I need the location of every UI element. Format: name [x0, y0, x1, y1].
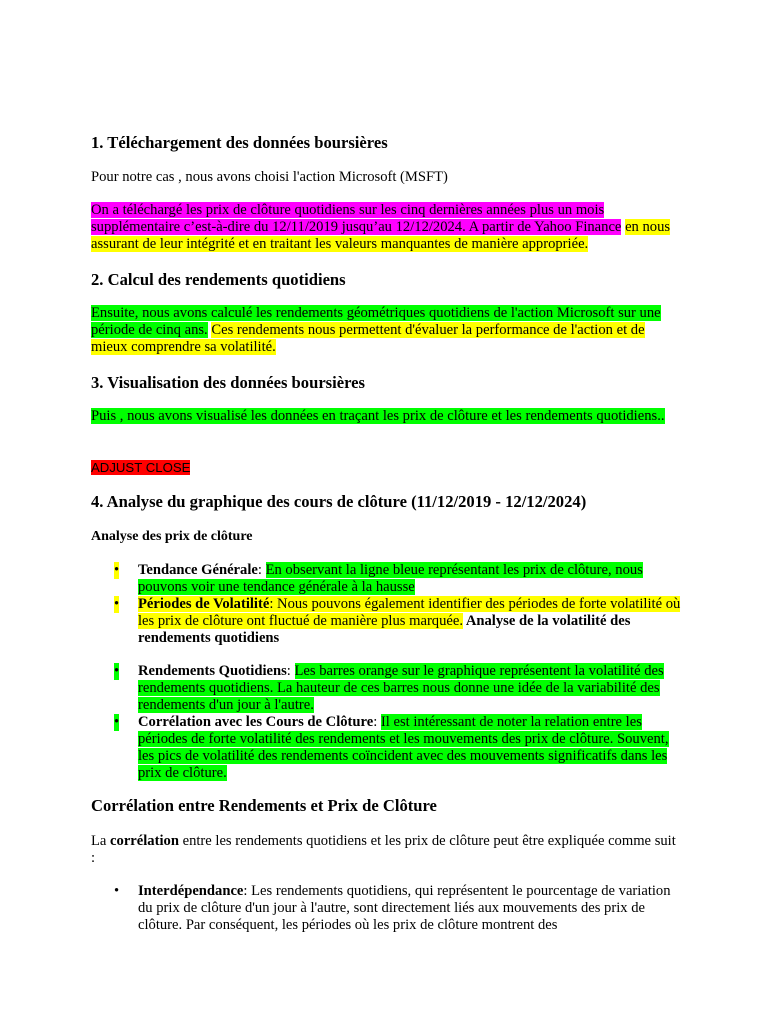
- list-item: [91, 596, 681, 647]
- section-5-paragraph: La corrélation entre les rendements quotidiens et les prix de clôture peut être expliquée comme suit :: [91, 833, 676, 866]
- highlight-green: En observant la ligne bleue représentant les prix de clôture, nous pouvons voir une tendance générale à la hausse: [138, 562, 643, 595]
- item-label: Rendements Quotidiens: [138, 663, 287, 679]
- highlight-green: Puis , nous avons visualisé les données en traçant les prix de clôture et les rendements quotidiens..: [91, 408, 665, 424]
- bullet-icon: •: [114, 883, 120, 899]
- section-3-title: 3. Visualisation des données boursières: [91, 373, 365, 392]
- highlight-red: ADJUST CLOSE: [91, 460, 191, 475]
- adjust-close-label: [91, 459, 681, 477]
- highlight-yellow: en nous assurant de leur intégrité et en traitant les valeurs manquantes de manière appropriée.: [91, 219, 671, 252]
- correlation-list: [91, 883, 681, 934]
- bullet-icon: •: [114, 596, 120, 612]
- bullet-icon: •: [114, 714, 120, 730]
- bullet-icon: •: [114, 562, 120, 578]
- item-label: Corrélation avec les Cours de Clôture: [138, 714, 374, 730]
- section-1-intro: Pour notre cas , nous avons choisi l'action Microsoft (MSFT): [91, 169, 448, 185]
- item-label: Interdépendance: [138, 883, 244, 899]
- item-subheading: Analyse de la volatilité des rendements quotidiens: [138, 613, 631, 646]
- list-item: • Rendements Quotidiens: Les barres orange sur le graphique représentent la volatilité des rendements quotidiens. La hauteur de ces barres nous donne une idée de la variabilité des rendements d'un jour à l'autre.: [114, 663, 664, 713]
- bullet-icon: •: [114, 663, 120, 679]
- item-label: Tendance Générale: [138, 562, 258, 578]
- list-item: • Tendance Générale: En observant la ligne bleue représentant les prix de clôture, nous pouvons voir une tendance générale à la hausse: [114, 562, 643, 595]
- section-3-paragraph: [91, 408, 681, 425]
- highlight-magenta: On a téléchargé les prix de clôture quotidiens sur les cinq dernières années plus un mois supplémentaire c’est-à-dire du 12/11/2019 jusqu’au 12/12/2024. A partir de Yahoo Finance: [91, 202, 622, 235]
- section-2-title: 2. Calcul des rendements quotidiens: [91, 270, 346, 289]
- list-item: • Corrélation avec les Cours de Clôture: Il est intéressant de noter la relation entre les périodes de forte volatilité des rendements et les mouvements des prix de clôture. Souvent, les pics de volatilité des rendements coïncident avec des mouvements significatifs dans les prix de clôture.: [114, 714, 669, 781]
- highlight-yellow: : Nous pouvons également identifier des périodes de forte volatilité où les prix de clôture ont fluctué de manière plus marquée.: [138, 596, 681, 629]
- section-4-subtitle: Analyse des prix de clôture: [91, 529, 253, 544]
- section-2-paragraph: [91, 305, 681, 356]
- analysis-list-2: [91, 663, 681, 782]
- highlight-green: Il est intéressant de noter la relation entre les périodes de forte volatilité des rendements et les mouvements des prix de clôture. Souvent, les pics de volatilité des rendements coïncident avec des mouvements significatifs dans les prix de clôture.: [138, 714, 669, 781]
- list-item: • Interdépendance: Les rendements quotidiens, qui représentent le pourcentage de variation du prix de clôture d'un jour à l'autre, sont directement liés aux mouvements des prix de clôture. Par conséquent, les périodes où les prix de clôture montrent des: [114, 883, 671, 933]
- section-1-paragraph: [91, 202, 681, 253]
- section-5-title: Corrélation entre Rendements et Prix de Clôture: [91, 796, 437, 815]
- section-1-title: 1. Téléchargement des données boursières: [91, 133, 388, 152]
- highlight-green: Ensuite, nous avons calculé les rendements géométriques quotidiens de l'action Microsoft sur une période de cinq ans.: [91, 305, 661, 338]
- analysis-list: [91, 562, 681, 647]
- highlight-green: Les barres orange sur le graphique représentent la volatilité des rendements quotidiens. La hauteur de ces barres nous donne une idée de la variabilité des rendements d'un jour à l'autre.: [138, 663, 664, 713]
- section-4-title: 4. Analyse du graphique des cours de clôture (11/12/2019 - 12/12/2024): [91, 492, 587, 511]
- highlight-yellow: Ces rendements nous permettent d'évaluer la performance de l'action et de mieux comprendre sa volatilité.: [91, 322, 645, 355]
- item-label: Périodes de Volatilité: [138, 596, 270, 612]
